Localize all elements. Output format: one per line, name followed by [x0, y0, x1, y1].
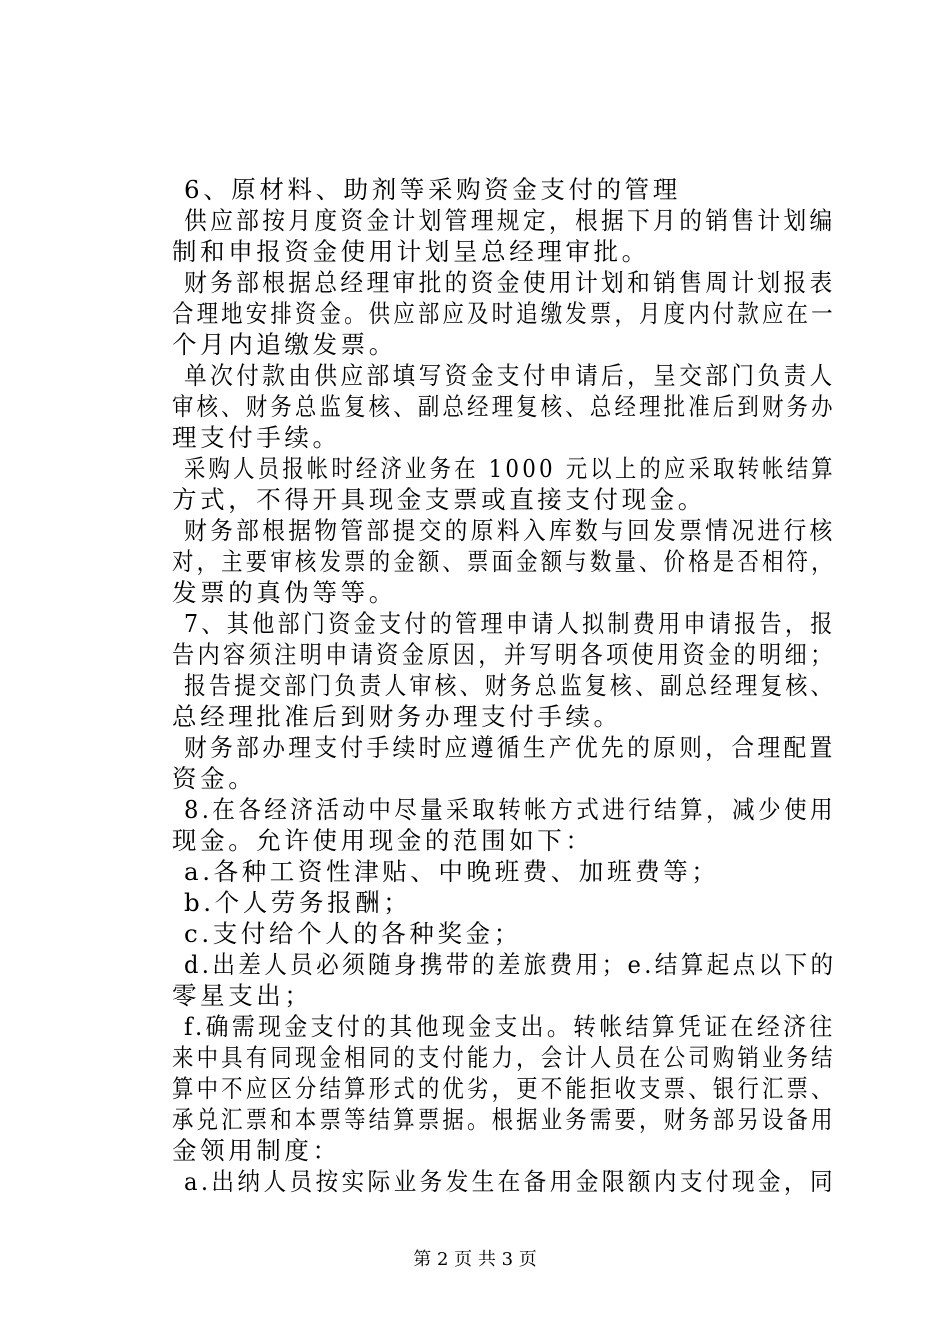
text-line: 报告提交部门负责人审核、财务总监复核、副总经理复核、 — [184, 671, 836, 700]
text-line: 审核、财务总监复核、副总经理复核、总经理批准后到财务办 — [172, 392, 836, 421]
text-line: 财务部办理支付手续时应遵循生产优先的原则，合理配置 — [184, 733, 836, 762]
text-line: f.确需现金支付的其他现金支出。转帐结算凭证在经济往 — [184, 1012, 836, 1041]
text-line: 现金。允许使用现金的范围如下： — [172, 826, 594, 855]
text-line: d.出差人员必须随身携带的差旅费用；e.结算起点以下的 — [184, 950, 837, 979]
document-body — [172, 174, 837, 1197]
text-line: 资金。 — [172, 764, 257, 793]
text-line: 对，主要审核发票的金额、票面金额与数量、价格是否相符， — [172, 547, 836, 576]
text-line: 总经理批准后到财务办理支付手续。 — [172, 702, 622, 731]
text-line: 理支付手续。 — [172, 423, 341, 452]
text-line: 告内容须注明申请资金原因，并写明各项使用资金的明细； — [172, 640, 836, 669]
text-line: 合理地安排资金。供应部应及时追缴发票，月度内付款应在一 — [172, 299, 836, 328]
page-footer: 第 2 页 共 3 页 — [413, 1249, 537, 1270]
text-line: 金领用制度： — [172, 1136, 341, 1165]
text-line: 6、原材料、助剂等采购资金支付的管理 — [184, 175, 681, 204]
text-line: 单次付款由供应部填写资金支付申请后，呈交部门负责人 — [184, 361, 836, 390]
text-line: 制和申报资金使用计划呈总经理审批。 — [172, 237, 650, 266]
text-line: 发票的真伪等等。 — [172, 578, 397, 607]
text-line: c.支付给个人的各种奖金； — [184, 919, 522, 948]
text-line: 承兑汇票和本票等结算票据。根据业务需要，财务部另设备用 — [172, 1105, 836, 1134]
text-line: 来中具有同现金相同的支付能力，会计人员在公司购销业务结 — [172, 1043, 836, 1072]
text-line: 方式，不得开具现金支票或直接支付现金。 — [172, 485, 706, 514]
text-line: 采购人员报帐时经济业务在 1000 元以上的应采取转帐结算 — [184, 454, 836, 483]
text-line: 7、其他部门资金支付的管理申请人拟制费用申请报告，报 — [184, 609, 836, 638]
text-line: 财务部根据物管部提交的原料入库数与回发票情况进行核 — [184, 516, 836, 545]
text-line: 供应部按月度资金计划管理规定，根据下月的销售计划编 — [184, 206, 836, 235]
text-line: a.出纳人员按实际业务发生在备用金限额内支付现金，同 — [184, 1167, 836, 1196]
text-line: a.各种工资性津贴、中晚班费、加班费等； — [184, 857, 720, 886]
text-line: 零星支出； — [172, 981, 313, 1010]
text-line: 算中不应区分结算形式的优劣，更不能拒收支票、银行汇票、 — [172, 1074, 836, 1103]
text-line: 财务部根据总经理审批的资金使用计划和销售周计划报表 — [184, 268, 836, 297]
text-line: b.个人劳务报酬； — [184, 888, 412, 917]
text-line: 个月内追缴发票。 — [172, 330, 397, 359]
text-line: 8.在各经济活动中尽量采取转帐方式进行结算，减少使用 — [184, 795, 836, 824]
